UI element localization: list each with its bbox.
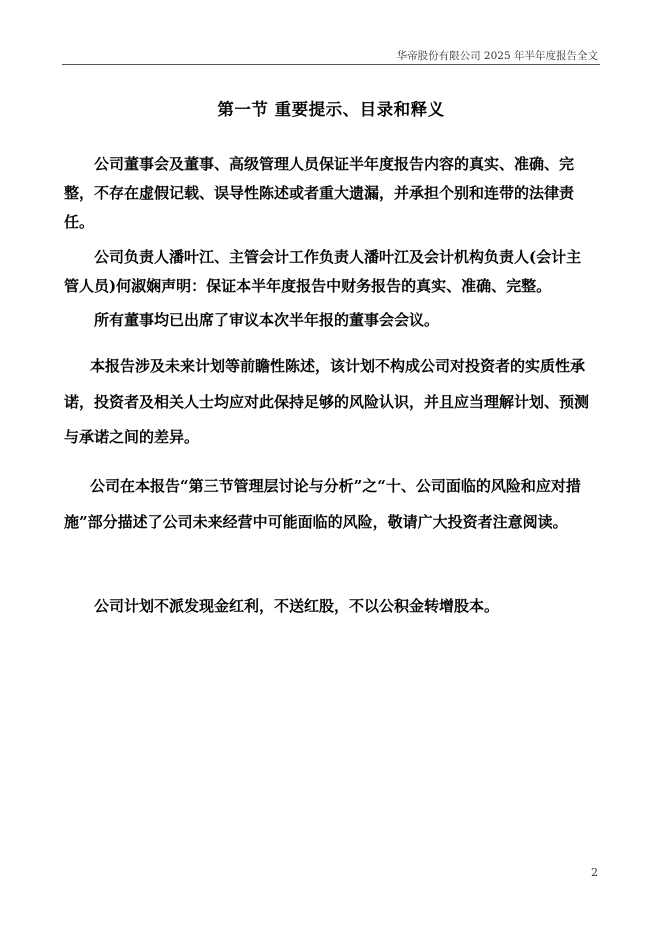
- paragraph-board-guarantee: 公司董事会及董事、高级管理人员保证半年度报告内容的真实、准确、完整，不存在虚假记载、误导性陈述或者重大遗漏，并承担个别和连带的法律责任。: [64, 155, 575, 231]
- section-title: 第一节 重要提示、目录和释义: [217, 100, 445, 119]
- paragraph-dividend-plan: 公司计划不派发现金红利，不送红股，不以公积金转增股本。: [94, 597, 500, 615]
- paragraph-forward-looking-statement: 本报告涉及未来计划等前瞻性陈述，该计划不构成公司对投资者的实质性承诺，投资者及相关人士均应对此保持足够的风险认识，并且应当理解计划、预测与承诺之间的差异。: [64, 357, 590, 446]
- header-divider: [62, 64, 600, 65]
- paragraph-directors-attendance: 所有董事均已出席了审议本次半年报的董事会会议。: [94, 311, 440, 329]
- paragraph-responsible-persons-statement: 公司负责人潘叶江、主管会计工作负责人潘叶江及会计机构负责人(会计主管人员)何淑娴声明：保证本半年度报告中财务报告的真实、准确、完整。: [64, 248, 582, 295]
- paragraph-risk-notice: 公司在本报告“第三节管理层讨论与分析”之“十、公司面临的风险和应对措施”部分描述了公司未来经营中可能面临的风险，敬请广大投资者注意阅读。: [64, 477, 581, 531]
- running-header: 华帝股份有限公司 2025 年半年度报告全文: [396, 50, 598, 62]
- page-number: 2: [591, 866, 598, 879]
